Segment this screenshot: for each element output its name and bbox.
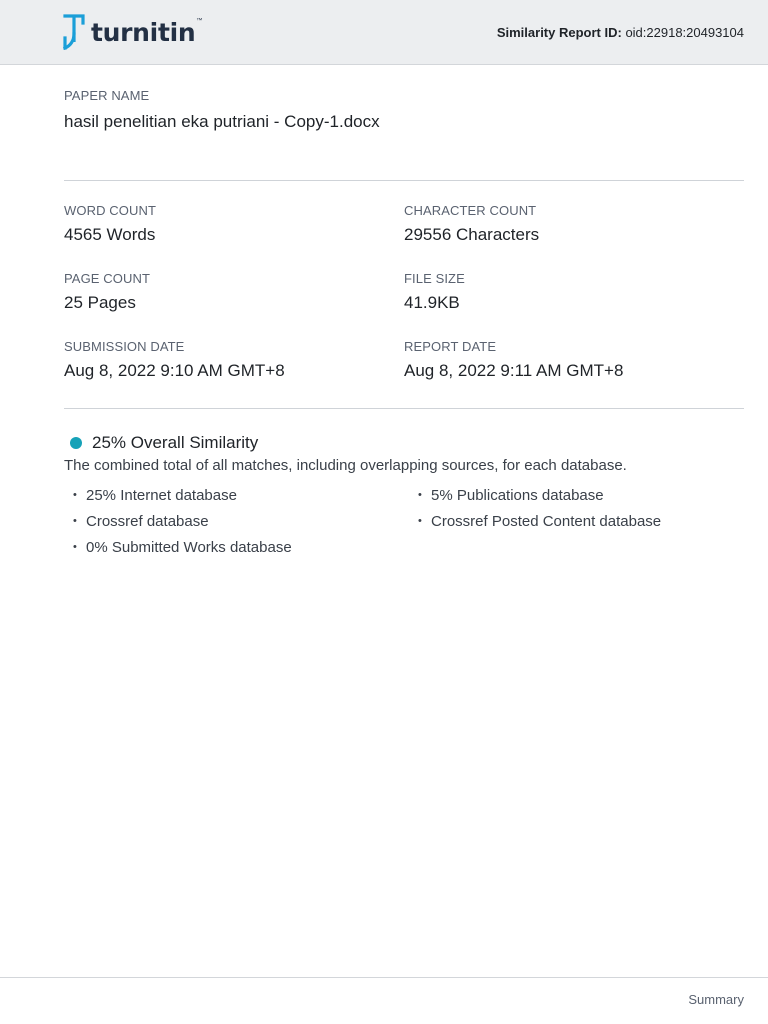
database-list-left xyxy=(64,482,409,560)
paper-name-section xyxy=(64,88,404,133)
similarity-dot-icon xyxy=(70,437,82,449)
database-item: 0% Submitted Works database xyxy=(86,538,292,556)
submission-date xyxy=(64,339,404,407)
page-count xyxy=(64,271,404,339)
page-count-value: 25 Pages xyxy=(64,293,136,312)
file-size-label: FILE SIZE xyxy=(404,271,465,286)
page-count-label: PAGE COUNT xyxy=(64,271,150,286)
character-count-value: 29556 Characters xyxy=(404,225,540,244)
overall-similarity-title xyxy=(64,432,754,454)
bullet-icon: • xyxy=(73,541,77,553)
bullet-icon: • xyxy=(418,489,422,501)
word-count xyxy=(64,203,404,271)
database-item: Crossref Posted Content database xyxy=(431,512,662,530)
overall-similarity-section xyxy=(64,432,754,560)
section-divider xyxy=(64,180,744,181)
overall-similarity-text: 25% Overall Similarity xyxy=(92,433,259,452)
character-count-label: CHARACTER COUNT xyxy=(404,203,537,218)
footer-summary-label: Summary xyxy=(688,992,744,1007)
paper-metadata xyxy=(64,203,744,407)
file-size xyxy=(404,271,744,339)
database-item: 5% Publications database xyxy=(431,486,604,504)
database-list-right xyxy=(409,482,754,560)
paper-name-value: hasil penelitian eka putriani - Copy-1.docx xyxy=(64,112,380,131)
list-item xyxy=(64,482,409,508)
submission-date-label: SUBMISSION DATE xyxy=(64,339,185,354)
report-date-value: Aug 8, 2022 9:11 AM GMT+8 xyxy=(404,361,624,380)
database-breakdown xyxy=(64,482,754,560)
metadata-row xyxy=(64,271,744,339)
metadata-row xyxy=(64,203,744,271)
report-date xyxy=(404,339,744,407)
file-size-value: 41.9KB xyxy=(404,293,460,312)
list-item xyxy=(409,508,754,534)
report-id-label: Similarity Report ID: xyxy=(496,25,622,40)
metadata-row xyxy=(64,339,744,407)
paper-name-label: PAPER NAME xyxy=(64,88,150,103)
turnitin-logo xyxy=(63,14,202,50)
brand-name: turnitin xyxy=(91,17,196,47)
similarity-description: The combined total of all matches, including overlapping sources, for each database. xyxy=(64,457,627,474)
page-footer xyxy=(0,977,768,1024)
word-count-label: WORD COUNT xyxy=(64,203,156,218)
bullet-icon: • xyxy=(73,489,77,501)
report-date-label: REPORT DATE xyxy=(404,339,497,354)
word-count-value: 4565 Words xyxy=(64,225,156,244)
section-divider xyxy=(64,408,744,409)
list-item xyxy=(64,508,409,534)
turnitin-logo-icon xyxy=(63,14,87,50)
similarity-report-id xyxy=(497,25,744,40)
trademark-symbol: ™ xyxy=(196,18,203,24)
report-header xyxy=(0,0,768,65)
bullet-icon: • xyxy=(73,515,77,527)
report-id-value: oid:22918:20493104 xyxy=(625,25,744,40)
database-item: 25% Internet database xyxy=(86,486,237,504)
character-count xyxy=(404,203,744,271)
database-item: Crossref database xyxy=(86,512,209,530)
bullet-icon: • xyxy=(418,515,422,527)
list-item xyxy=(64,534,409,560)
submission-date-value: Aug 8, 2022 9:10 AM GMT+8 xyxy=(64,361,285,380)
list-item xyxy=(409,482,754,508)
